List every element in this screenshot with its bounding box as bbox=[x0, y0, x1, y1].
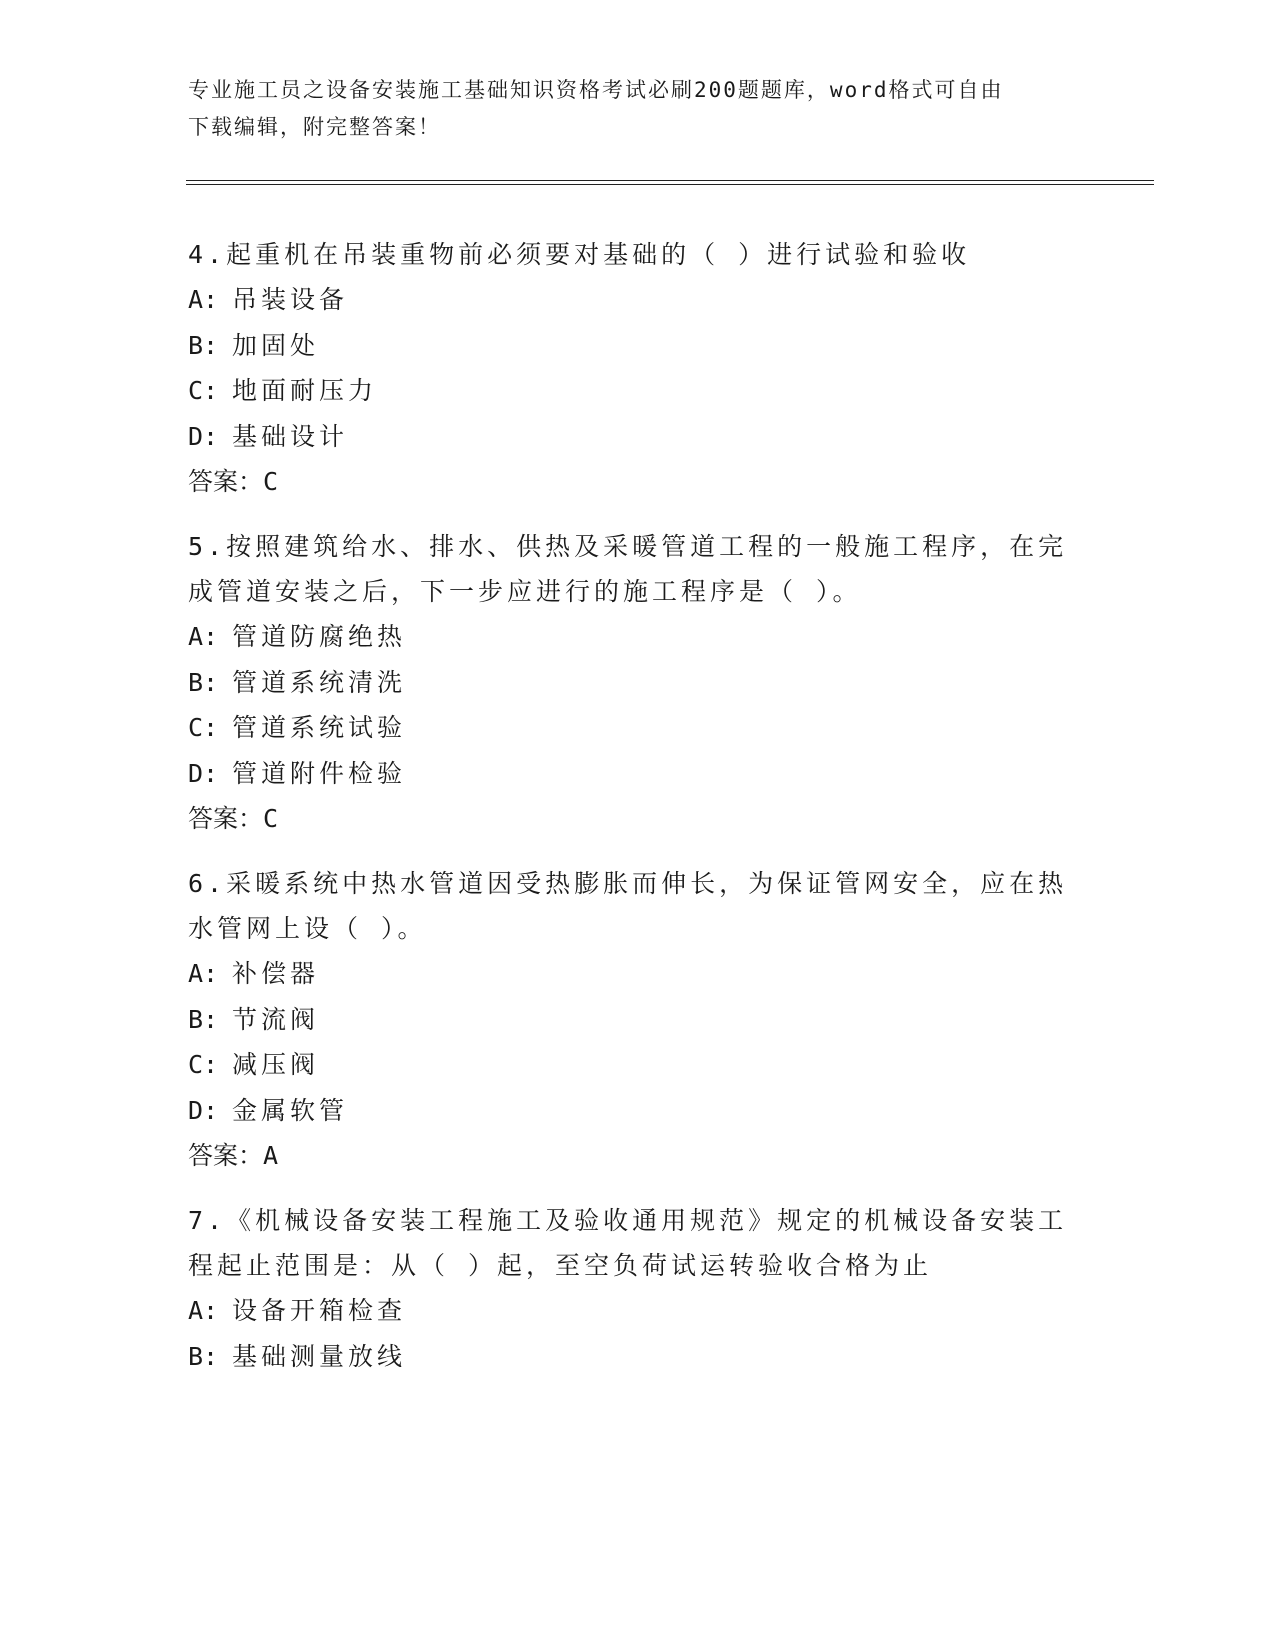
option-d bbox=[188, 1088, 1088, 1134]
option-text: 管道附件检验 bbox=[232, 758, 407, 788]
answer-value: C bbox=[263, 467, 279, 496]
option-letter: C: bbox=[188, 376, 219, 405]
question-item bbox=[188, 524, 1088, 841]
question-stem-line-1: 6.采暖系统中热水管道因受热膨胀而伸长，为保证管网安全，应在热 bbox=[188, 869, 1068, 898]
option-letter: D: bbox=[188, 1095, 219, 1125]
question-stem: 4.起重机在吊装重物前必须要对基础的（ ）进行试验和验收 bbox=[188, 240, 971, 269]
option-text: 减压阀 bbox=[232, 1050, 320, 1079]
option-text: 地面耐压力 bbox=[232, 376, 378, 405]
option-letter: D: bbox=[188, 421, 219, 451]
option-text: 节流阀 bbox=[232, 1004, 320, 1034]
option-text: 基础设计 bbox=[232, 421, 349, 451]
option-letter: B: bbox=[188, 1341, 219, 1371]
option-a bbox=[188, 614, 1088, 660]
option-letter: A: bbox=[188, 959, 219, 988]
question-stem-line-2: 水管网上设（ ）。 bbox=[188, 914, 427, 943]
question-stem-line-1: 7.《机械设备安装工程施工及验收通用规范》规定的机械设备安装工 bbox=[188, 1206, 1068, 1235]
option-text: 设备开箱检查 bbox=[232, 1296, 407, 1325]
option-b bbox=[188, 660, 1088, 706]
option-b bbox=[188, 1334, 1088, 1380]
option-a bbox=[188, 1288, 1088, 1334]
header-line-2: 下载编辑，附完整答案！ bbox=[188, 115, 441, 139]
question-list bbox=[188, 232, 1088, 1399]
option-a bbox=[188, 951, 1088, 997]
question-stem-line-2: 成管道安装之后，下一步应进行的施工程序是（ ）。 bbox=[188, 577, 862, 606]
option-letter: D: bbox=[188, 758, 219, 788]
answer-label: 答案： bbox=[188, 804, 264, 833]
header-divider-bottom bbox=[186, 184, 1154, 185]
option-text: 基础测量放线 bbox=[232, 1341, 407, 1371]
answer-label: 答案： bbox=[188, 1141, 264, 1170]
option-letter: B: bbox=[188, 1004, 219, 1034]
option-letter: B: bbox=[188, 330, 219, 360]
answer-label: 答案： bbox=[188, 467, 264, 496]
question-item bbox=[188, 1198, 1088, 1379]
option-text: 管道系统清洗 bbox=[232, 667, 407, 697]
option-b bbox=[188, 997, 1088, 1043]
answer-line bbox=[188, 796, 1088, 841]
option-a bbox=[188, 277, 1088, 323]
answer-line bbox=[188, 459, 1088, 504]
option-d bbox=[188, 751, 1088, 797]
question-stem-line-1: 5.按照建筑给水、排水、供热及采暖管道工程的一般施工程序，在完 bbox=[188, 532, 1068, 561]
header-divider-top bbox=[186, 180, 1154, 181]
option-c bbox=[188, 705, 1088, 751]
option-text: 补偿器 bbox=[232, 959, 320, 988]
option-letter: C: bbox=[188, 1050, 219, 1079]
option-letter: A: bbox=[188, 622, 219, 651]
option-text: 金属软管 bbox=[232, 1095, 349, 1125]
option-text: 加固处 bbox=[232, 330, 320, 360]
option-text: 吊装设备 bbox=[232, 285, 349, 314]
option-letter: C: bbox=[188, 713, 219, 742]
answer-value: A bbox=[263, 1141, 279, 1170]
question-stem-line-2: 程起止范围是：从（ ）起，至空负荷试运转验收合格为止 bbox=[188, 1251, 933, 1280]
option-c bbox=[188, 368, 1088, 414]
option-b bbox=[188, 323, 1088, 369]
document-header bbox=[188, 72, 1068, 146]
answer-line bbox=[188, 1133, 1088, 1178]
header-line-1: 专业施工员之设备安装施工基础知识资格考试必刷200题题库，word格式可自由 bbox=[188, 78, 1004, 102]
option-c bbox=[188, 1042, 1088, 1088]
option-letter: A: bbox=[188, 1296, 219, 1325]
option-d bbox=[188, 414, 1088, 460]
question-item bbox=[188, 861, 1088, 1178]
option-letter: A: bbox=[188, 285, 219, 314]
answer-value: C bbox=[263, 804, 279, 833]
option-text: 管道系统试验 bbox=[232, 713, 407, 742]
option-text: 管道防腐绝热 bbox=[232, 622, 407, 651]
option-letter: B: bbox=[188, 667, 219, 697]
question-item bbox=[188, 232, 1088, 504]
